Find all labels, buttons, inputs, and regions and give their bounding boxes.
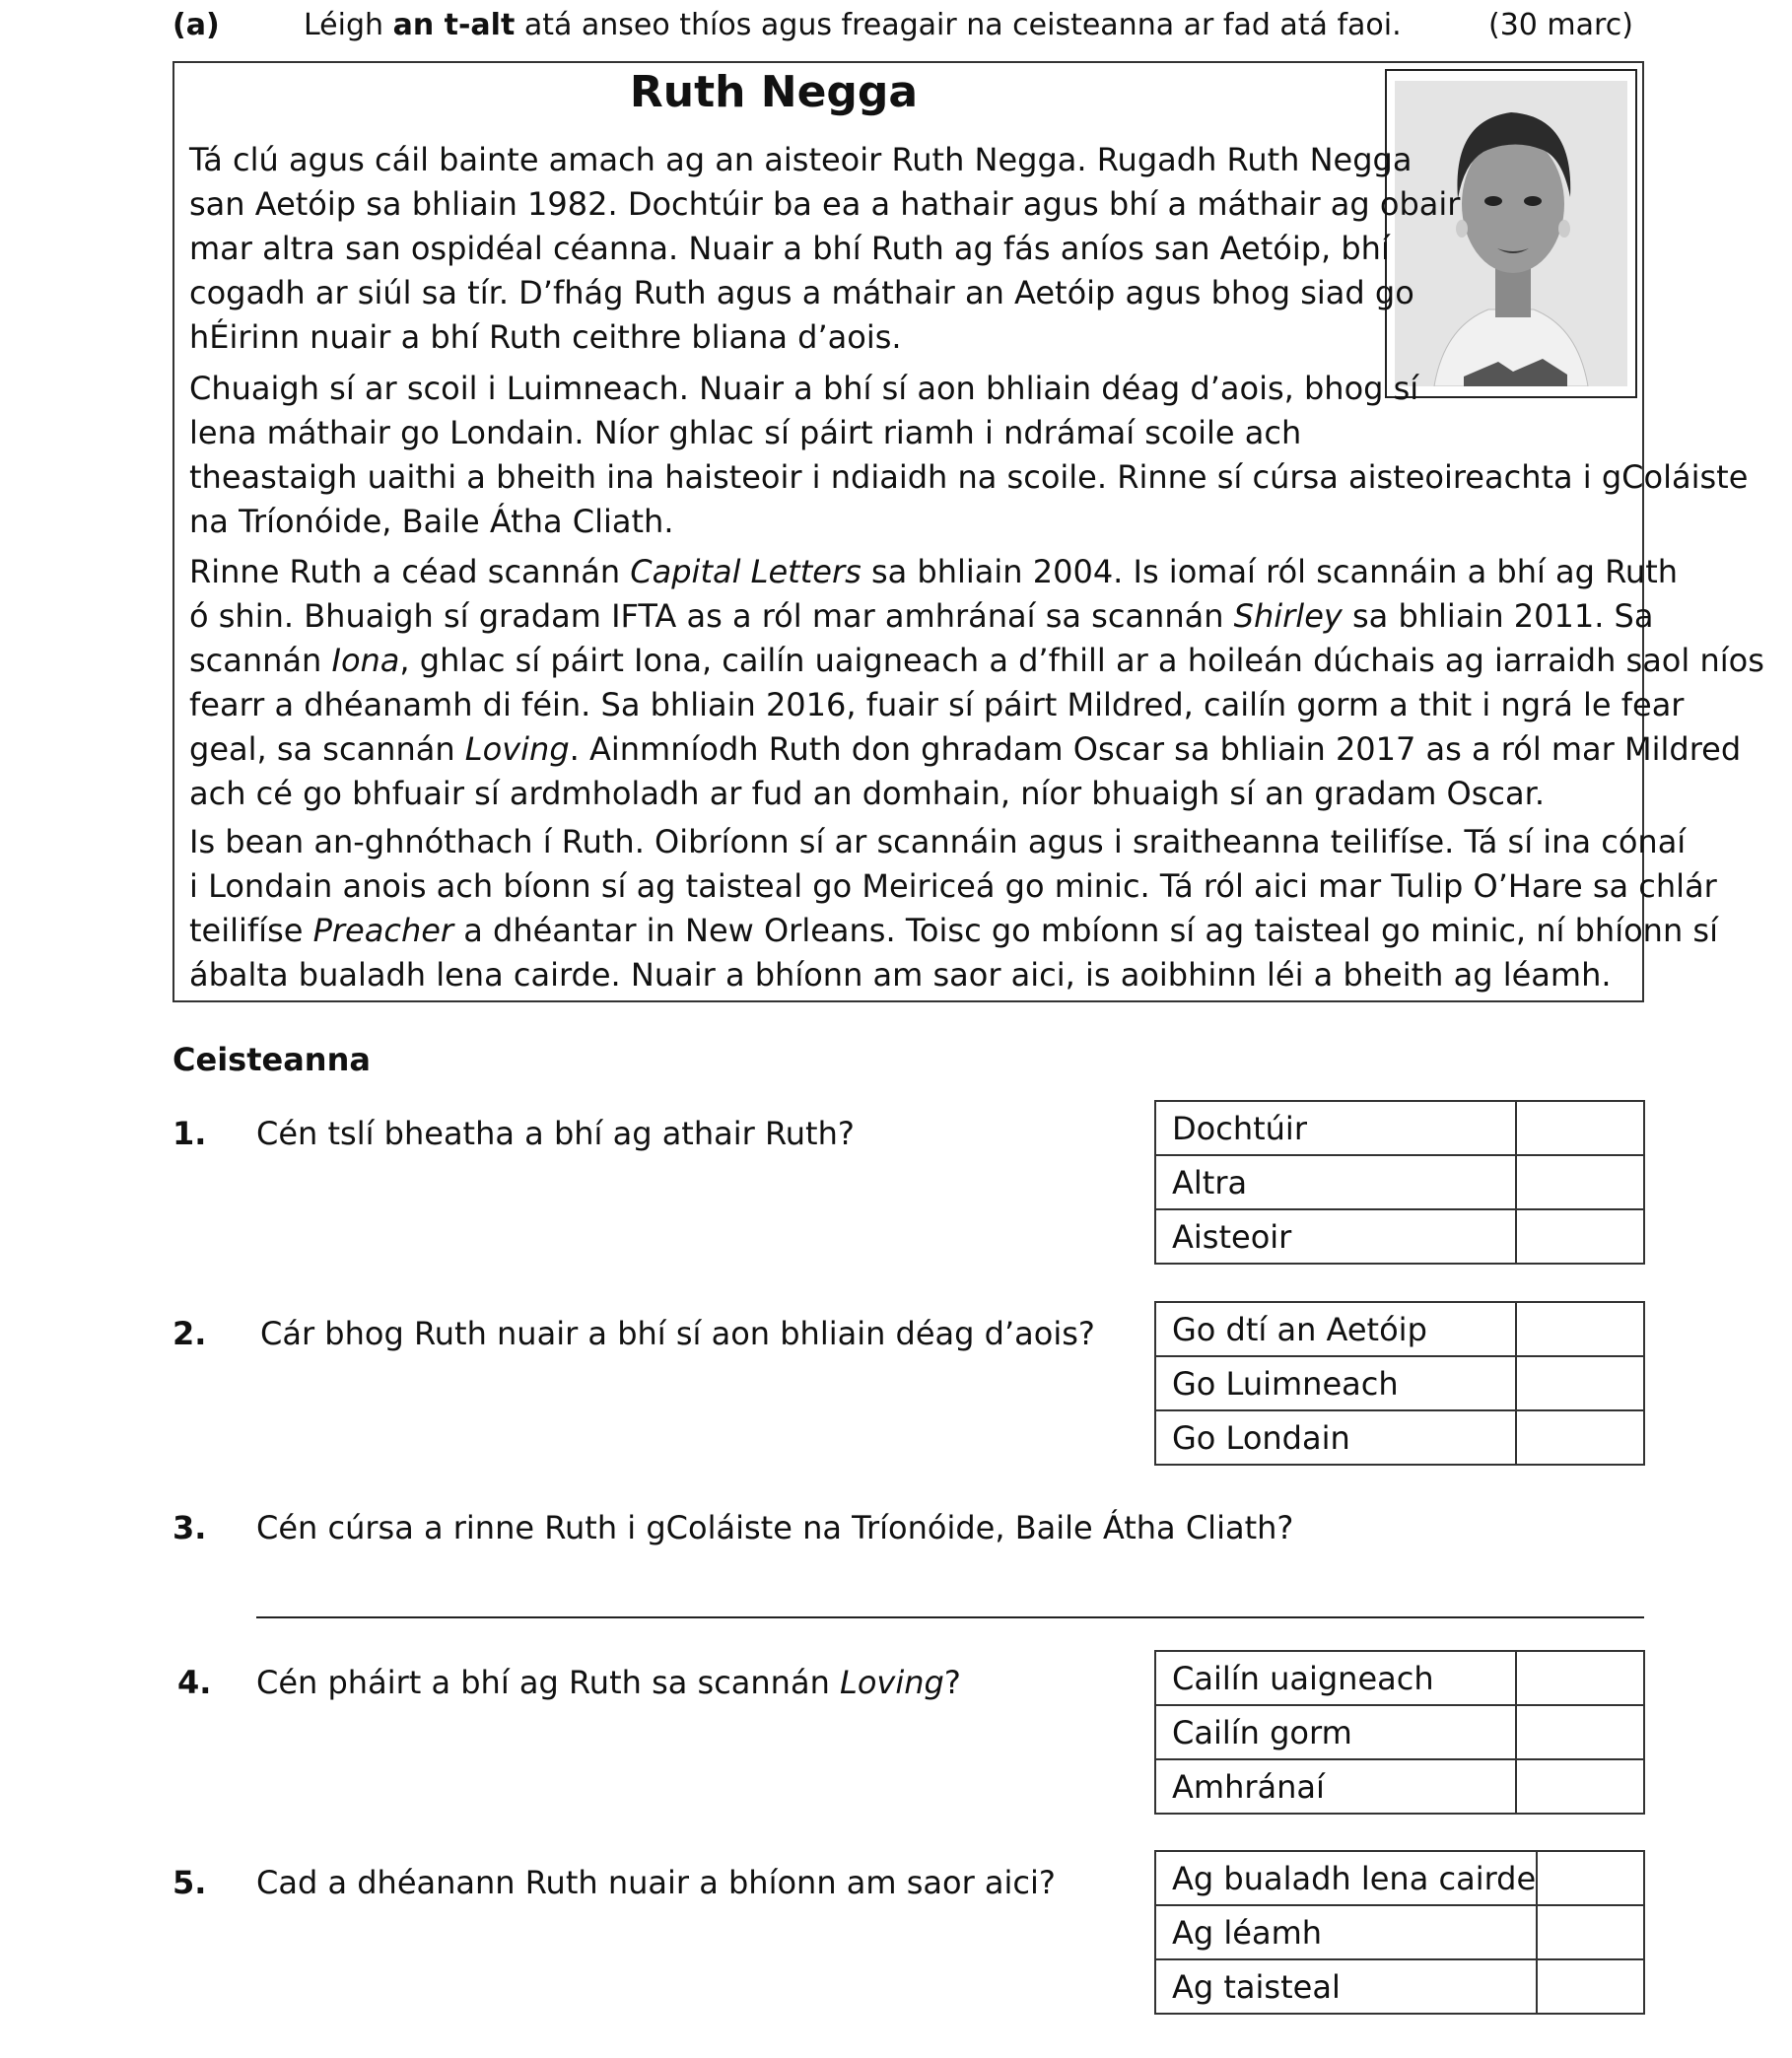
part-label: (a) [172,8,220,42]
question-2-number: 2. [172,1315,207,1352]
option-row [1155,1959,1644,2014]
answer-checkbox[interactable] [1537,1905,1644,1959]
option-row [1155,1101,1644,1155]
option-label: Go Luimneach [1155,1356,1516,1410]
answer-checkbox[interactable] [1516,1101,1644,1155]
option-label: Go dtí an Aetóip [1155,1302,1516,1356]
instruction: Léigh an t-alt atá anseo thíos agus freagair na ceisteanna ar fad atá faoi. [304,8,1402,42]
question-1-number: 1. [172,1115,207,1152]
question-3-text: Cén cúrsa a rinne Ruth i gColáiste na Tríonóide, Baile Átha Cliath? [256,1509,1294,1546]
questions-heading: Ceisteanna [172,1041,371,1078]
answer-checkbox[interactable] [1516,1209,1644,1264]
question-5-options [1154,1850,1645,2015]
question-5-text: Cad a dhéanann Ruth nuair a bhíonn am saor aici? [256,1864,1056,1901]
option-label: Altra [1155,1155,1516,1209]
question-1-options [1154,1100,1645,1265]
question-5-number: 5. [172,1864,207,1901]
question-2-text: Cár bhog Ruth nuair a bhí sí aon bhliain déag d’aois? [260,1315,1095,1352]
article-paragraph-3: Rinne Ruth a céad scannán Capital Letters sa bhliain 2004. Is iomaí ról scannáin a bhí ag Ruth ó shin. Bhuaigh sí gradam IFTA as a ról mar amhránaí sa scannán Shirley sa bhliain 2011. Sa scannán Iona, ghlac sí páirt Iona, cailín uaigneach a d’fhill ar a hoileán dúchais ag iarraidh saol níos fearr a dhéanamh di féin. Sa bhliain 2016, fuair sí páirt Mildred, cailín gorm a thit i ngrá le fear geal, sa scannán Loving. Ainmníodh Ruth don ghradam Oscar sa bhliain 2017 as a ról mar Mildred ach cé go bhfuair sí ardmholadh ar fud an domhain, níor bhuaigh sí an gradam Oscar. [189,553,1764,812]
question-4-number: 4. [177,1664,212,1701]
option-row [1155,1356,1644,1410]
article-title: Ruth Negga [629,67,919,117]
answer-checkbox[interactable] [1516,1155,1644,1209]
option-label: Cailín gorm [1155,1705,1516,1759]
question-4-options [1154,1650,1645,1815]
option-label: Dochtúir [1155,1101,1516,1155]
option-label: Go Londain [1155,1410,1516,1465]
option-label: Amhránaí [1155,1759,1516,1814]
option-row [1155,1705,1644,1759]
option-row [1155,1302,1644,1356]
answer-checkbox[interactable] [1537,1959,1644,2014]
option-label: Ag léamh [1155,1905,1537,1959]
option-label: Aisteoir [1155,1209,1516,1264]
question-3-number: 3. [172,1509,207,1546]
answer-checkbox[interactable] [1516,1705,1644,1759]
option-row [1155,1410,1644,1465]
option-label: Ag bualadh lena cairde [1155,1851,1537,1905]
option-row [1155,1209,1644,1264]
answer-checkbox[interactable] [1537,1851,1644,1905]
option-label: Ag taisteal [1155,1959,1537,2014]
question-4-text: Cén pháirt a bhí ag Ruth sa scannán Loving? [256,1664,961,1701]
option-row [1155,1759,1644,1814]
answer-checkbox[interactable] [1516,1356,1644,1410]
answer-checkbox[interactable] [1516,1302,1644,1356]
option-row [1155,1905,1644,1959]
option-row [1155,1851,1644,1905]
marks-label: (30 marc) [1488,8,1633,42]
option-row [1155,1651,1644,1705]
answer-checkbox[interactable] [1516,1759,1644,1814]
option-label: Cailín uaigneach [1155,1651,1516,1705]
article-paragraph-2: Chuaigh sí ar scoil i Luimneach. Nuair a bhí sí aon bhliain déag d’aois, bhog sí lena máthair go Londain. Níor ghlac sí páirt riamh i ndrámaí scoile ach theastaigh uaithi a bheith ina haisteoir i ndiaidh na scoile. Rinne sí cúrsa aisteoireachta i gColáiste na Tríonóide, Baile Átha Cliath. [189,370,1749,540]
question-2-options [1154,1301,1645,1466]
article-paragraph-1: Tá clú agus cáil bainte amach ag an aisteoir Ruth Negga. Rugadh Ruth Negga san Aetóip sa bhliain 1982. Dochtúir ba ea a hathair agus bhí a máthair ag obair mar altra san ospidéal céanna. Nuair a bhí Ruth ag fás aníos san Aetóip, bhí cogadh ar siúl sa tír. D’fhág Ruth agus a máthair an Aetóip agus bhog siad go hÉirinn nuair a bhí Ruth ceithre bliana d’aois. [189,141,1461,356]
answer-checkbox[interactable] [1516,1651,1644,1705]
option-row [1155,1155,1644,1209]
answer-checkbox[interactable] [1516,1410,1644,1465]
article-paragraph-4: Is bean an-ghnóthach í Ruth. Oibríonn sí ar scannáin agus i sraitheanna teilifíse. Tá sí ina cónaí i Londain anois ach bíonn sí ag taisteal go Meiriceá go minic. Tá ról aici mar Tulip O’Hare sa chlár teilifíse Preacher a dhéantar in New Orleans. Toisc go mbíonn sí ag taisteal go minic, ní bhíonn sí ábalta bualadh lena cairde. Nuair a bhíonn am saor aici, is aoibhinn léi a bheith ag léamh. [189,823,1718,994]
question-3-answer-line[interactable] [256,1616,1644,1618]
question-1-text: Cén tslí bheatha a bhí ag athair Ruth? [256,1115,855,1152]
